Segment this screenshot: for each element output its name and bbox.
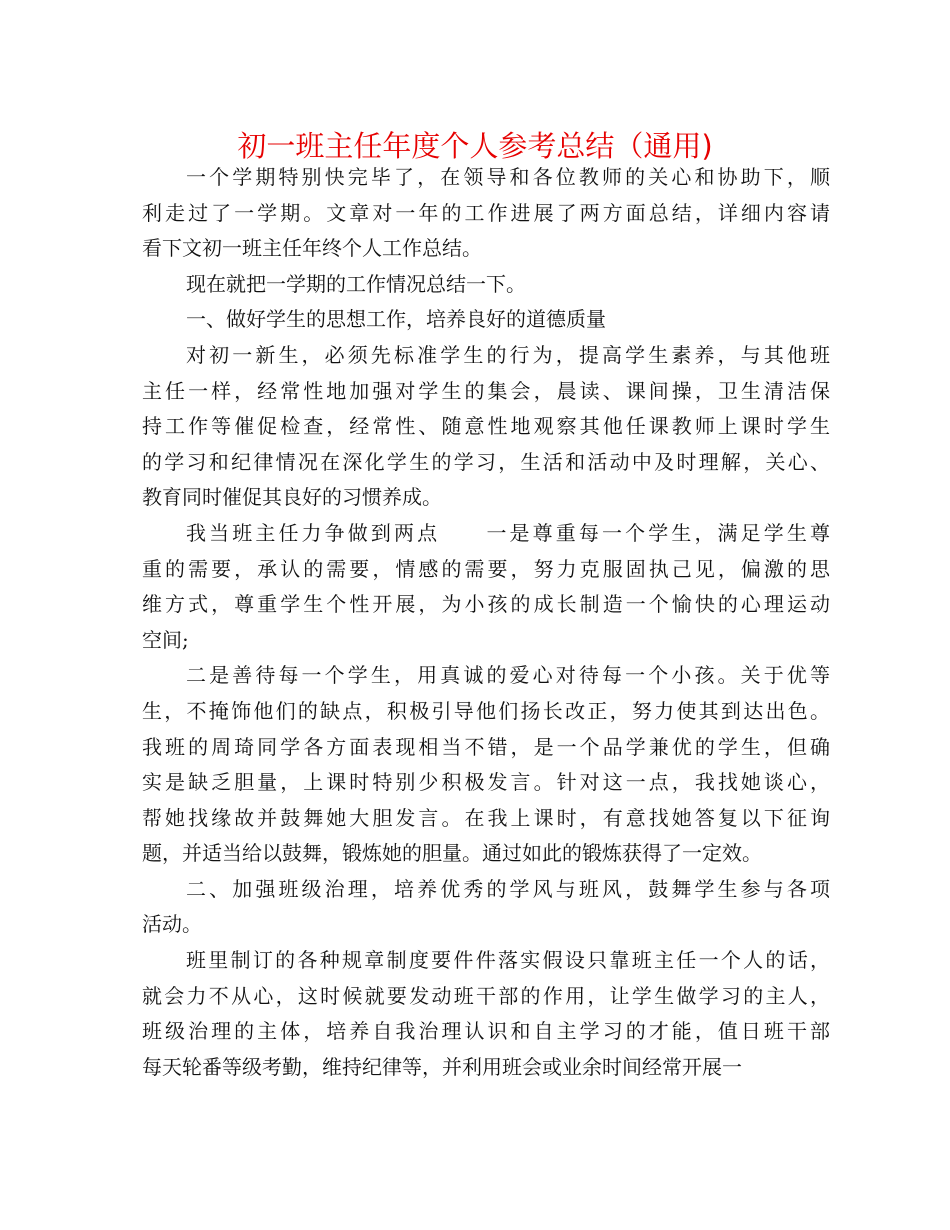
paragraph (142, 658, 830, 872)
paragraph-line: 维方式，尊重学生个性开展，为小孩的成长制造一个愉快的心理运动 (142, 592, 830, 617)
paragraph-line: 空间; (142, 627, 189, 652)
paragraph (142, 302, 830, 338)
paragraph-line: 看下文初一班主任年终个人工作总结。 (142, 236, 482, 261)
paragraph (142, 516, 830, 658)
paragraph-line: 题，并适当给以鼓舞，锻炼她的胆量。通过如此的锻炼获得了一定效。 (142, 841, 762, 866)
paragraph-line: 实是缺乏胆量，上课时特别少积极发言。针对这一点，我找她谈心， (142, 770, 830, 795)
document-title: 初一班主任年度个人参考总结（通用) (237, 129, 713, 163)
paragraph-line: 我班的周琦同学各方面表现相当不错，是一个品学兼优的学生，但确 (142, 734, 830, 759)
paragraph-line: 就会力不从心，这时候就要发动班干部的作用，让学生做学习的主人， (142, 983, 830, 1008)
paragraph-line: 班级治理的主体，培养自我治理认识和自主学习的才能，值日班干部 (142, 1019, 830, 1044)
paragraph-line: 重的需要，承认的需要，情感的需要，努力克服固执己见，偏激的思 (142, 556, 830, 581)
paragraph (142, 943, 830, 1085)
paragraph-line: 活动。 (142, 912, 202, 937)
paragraph (142, 267, 830, 303)
paragraph-line: 教育同时催促其良好的习惯养成。 (142, 485, 442, 510)
paragraph-line: 帮她找缘故并鼓舞她大胆发言。在我上课时，有意找她答复以下征询 (142, 805, 830, 830)
paragraph-line: 生，不掩饰他们的缺点，积极引导他们扬长改正，努力使其到达出色。 (142, 698, 830, 723)
paragraph-line: 现在就把一学期的工作情况总结一下。 (186, 271, 526, 296)
paragraph-line: 班里制订的各种规章制度要件件落实假设只靠班主任一个人的话， (186, 948, 830, 973)
paragraph-line: 持工作等催促检查，经常性、随意性地观察其他任课教师上课时学生 (142, 414, 830, 439)
paragraph-line: 利走过了一学期。文章对一年的工作进展了两方面总结，详细内容请 (142, 200, 830, 225)
paragraph-line: 对初一新生，必须先标准学生的行为，提高学生素养，与其他班 (186, 342, 830, 367)
document-body (142, 160, 830, 1085)
paragraph-line: 的学习和纪律情况在深化学生的学习，生活和活动中及时理解，关心、 (142, 449, 830, 474)
paragraph-line: 一个学期特别快完毕了，在领导和各位教师的关心和协助下，顺 (186, 165, 830, 189)
paragraph (142, 338, 830, 516)
paragraph-line: 二是善待每一个学生，用真诚的爱心对待每一个小孩。关于优等 (186, 663, 830, 688)
paragraph-line: 我当班主任力争做到两点 一是尊重每一个学生，满足学生尊 (186, 520, 830, 545)
paragraph-line: 一、做好学生的思想工作，培养良好的道德质量 (186, 307, 606, 332)
paragraph-line: 二、加强班级治理，培养优秀的学风与班风，鼓舞学生参与各项 (186, 876, 830, 901)
paragraph (142, 872, 830, 943)
paragraph-line: 每天轮番等级考勤，维持纪律等，并利用班会或业余时间经常开展一 (142, 1054, 742, 1079)
paragraph (142, 160, 830, 267)
paragraph-line: 主任一样，经常性地加强对学生的集会，晨读、课间操，卫生清洁保 (142, 378, 830, 403)
